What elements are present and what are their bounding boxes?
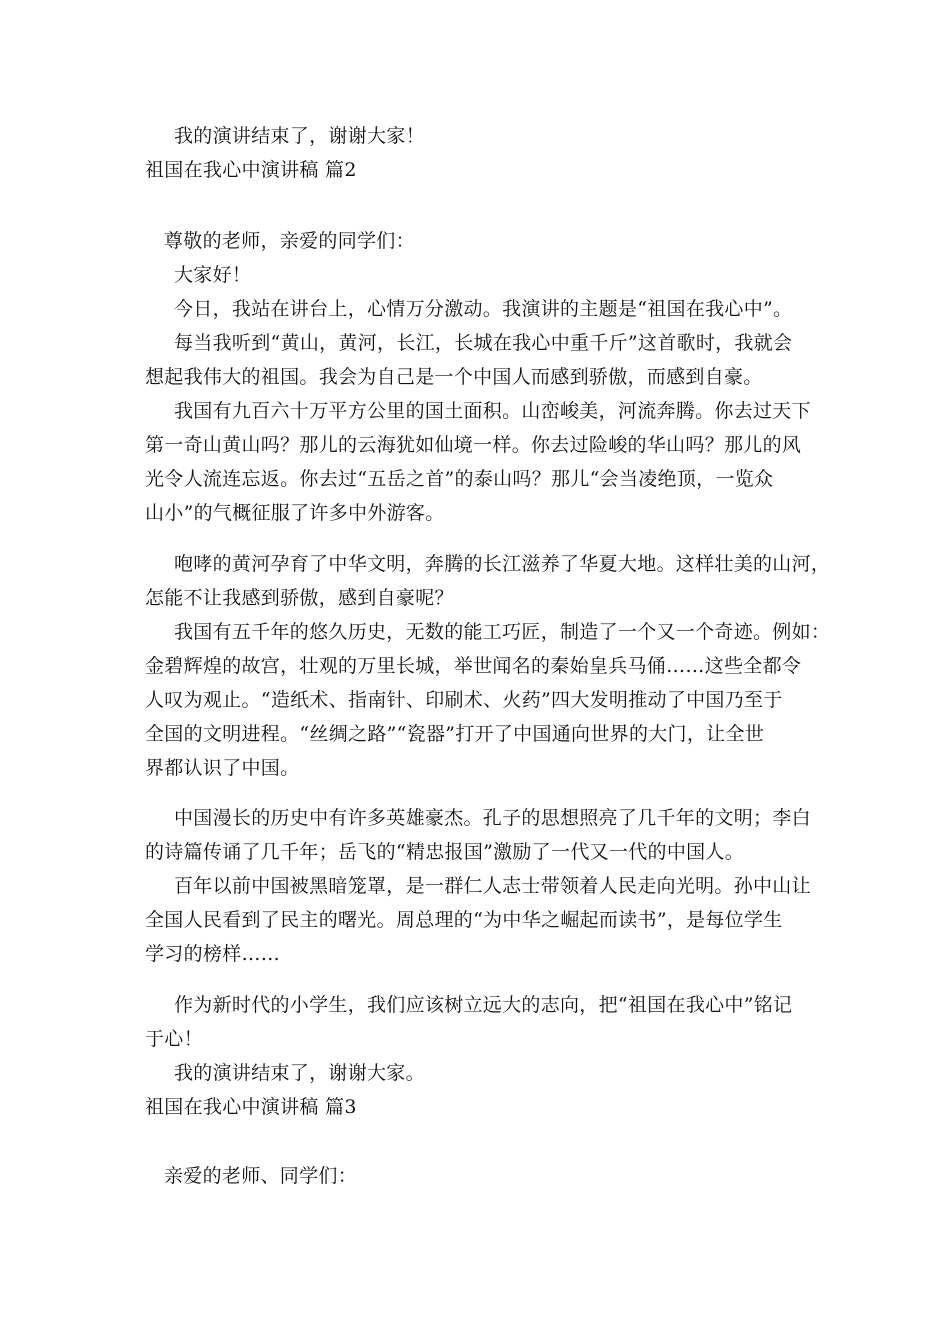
body-line: 全国人民看到了民主的曙光。周总理的“为中华之崛起而读书”，是每位学生 [145,909,783,931]
body-line: 怎能不让我感到骄傲，感到自豪呢？ [145,587,454,609]
body-line: 第一奇山黄山吗？那儿的云海犹如仙境一样。你去过险峻的华山吗？那儿的风 [145,434,802,456]
greeting-line: 大家好！ [174,264,252,286]
body-line: 界都认识了中国。 [145,757,300,779]
body-line: 光令人流连忘返。你去过“五岳之首”的泰山吗？那儿“会当凌绝顶，一览众 [145,468,774,490]
body-line: 山小”的气概征服了许多中外游客。 [145,502,445,524]
body-line: 每当我听到“黄山，黄河，长江，长城在我心中重千斤”这首歌时，我就会 [174,332,793,354]
section-heading: 祖国在我心中演讲稿 篇3 [145,1096,357,1118]
body-line: 中国漫长的历史中有许多英雄豪杰。孔子的思想照亮了几千年的文明；李白 [174,807,811,829]
body-line: 于心！ [145,1028,203,1050]
body-line: 咆哮的黄河孕育了中华文明，奔腾的长江滋养了华夏大地。这样壮美的山河， [174,553,831,575]
body-line: 百年以前中国被黑暗笼罩，是一群仁人志士带领着人民走向光明。孙中山让 [174,875,811,897]
body-line: 我国有九百六十万平方公里的国土面积。山峦峻美，河流奔腾。你去过天下 [174,400,811,422]
closing-line: 我的演讲结束了，谢谢大家！ [174,125,425,147]
body-line: 全国的文明进程。“丝绸之路”“瓷器”打开了中国通向世界的大门，让全世 [145,723,765,745]
salutation-line: 亲爱的老师、同学们： [164,1165,358,1187]
salutation-line: 尊敬的老师，亲爱的同学们： [164,230,415,252]
section-heading: 祖国在我心中演讲稿 篇2 [145,159,357,181]
body-line: 学习的榜样…… [145,943,281,965]
body-line: 金碧辉煌的故宫，壮观的万里长城，举世闻名的秦始皇兵马俑……这些全都令 [145,655,802,677]
body-line: 我国有五千年的悠久历史，无数的能工巧匠，制造了一个又一个奇迹。例如： [174,621,831,643]
body-line: 今日，我站在讲台上，心情万分激动。我演讲的主题是“祖国在我心中”。 [174,298,793,320]
body-line: 想起我伟大的祖国。我会为自己是一个中国人而感到骄傲，而感到自豪。 [145,366,763,388]
body-line: 人叹为观止。“造纸术、指南针、印刷术、火药”四大发明推动了中国乃至于 [145,689,783,711]
body-line: 作为新时代的小学生，我们应该树立远大的志向，把“祖国在我心中”铭记 [174,994,793,1016]
body-line: 的诗篇传诵了几千年；岳飞的“精忠报国”激励了一代又一代的中国人。 [145,841,745,863]
closing-line: 我的演讲结束了，谢谢大家。 [174,1062,425,1084]
